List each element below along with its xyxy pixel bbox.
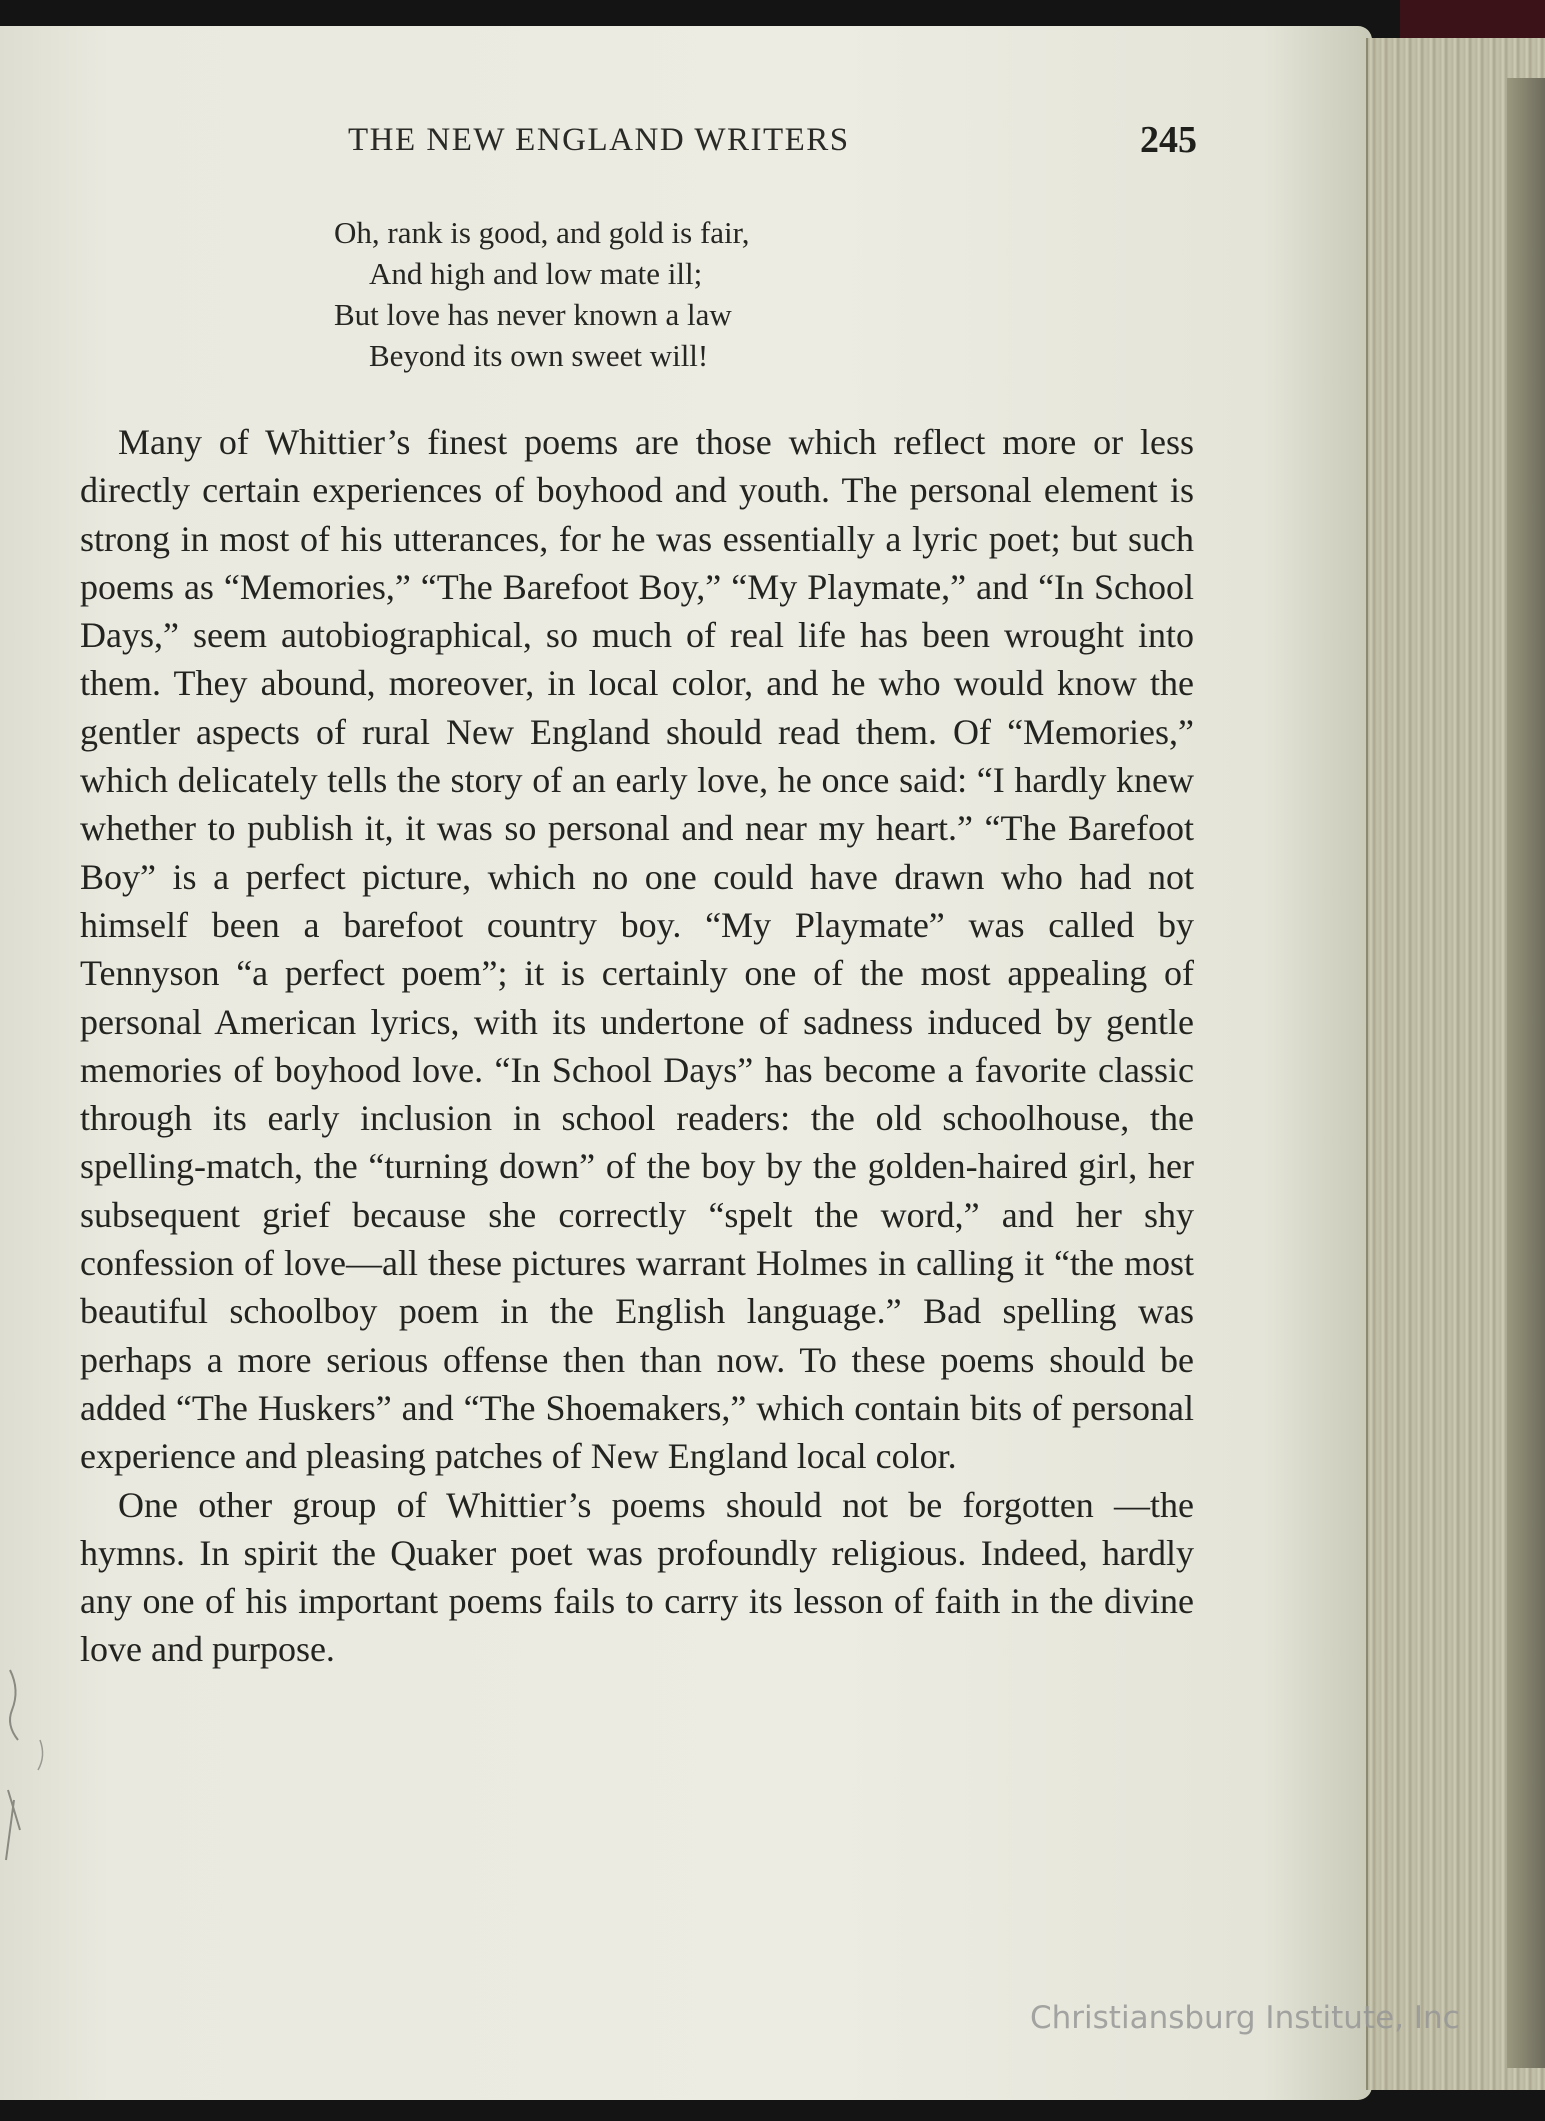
paragraph: Many of Whittier’s finest poems are those which reflect more or less directly certain experiences of boyhood and youth. The personal element is strong in most of his utterances, for he was essentially a lyric poet; but such poems as “Memories,” “The Barefoot Boy,” “My Playmate,” and “In School Days,” seem autobiographical, so much of real life has been wrought into them. They abound, moreover, in local color, and he who would know the gentler aspects of rural New England should read them. Of “Memories,” which delicately tells the story of an early love, he once said: “I hardly knew whether to publish it, it was so personal and near my heart.” “The Barefoot Boy” is a perfect picture, which no one could have drawn who had not himself been a barefoot country boy. “My Playmate” was called by Tennyson “a perfect poem”; it is certainly one of the most appealing of personal American lyrics, with its undertone of sadness induced by gentle memories of boyhood love. “In School Days” has become a favorite classic through its early inclusion in school readers: the old schoolhouse, the spelling-match, the “turning down” of the boy by the golden-haired girl, her subsequent grief because she correctly “spelt the word,” and her shy confession of love—all these pictures warrant Holmes in calling it “the most beautiful schoolboy poem in the English language.” Bad spelling was perhaps a more serious offense then than now. To these poems should be added “The Huskers” and “The Shoemakers,” which contain bits of personal experience and pleasing patches of New England local color. bbox=[80, 422, 1194, 1477]
paragraph: One other group of Whittier’s poems should not be forgotten —the hymns. In spirit the Quaker poet was profoundly religious. Indeed, hardly any one of his important poems fails to carry its lesson of faith in the divine love and purpose. bbox=[80, 1484, 1194, 1670]
page-number: 245 bbox=[1140, 119, 1197, 161]
body-text bbox=[80, 418, 1194, 1674]
margin-pencil-marks bbox=[0, 1660, 80, 1920]
poem-line: Oh, rank is good, and gold is fair, bbox=[334, 215, 750, 250]
poem-stanza bbox=[334, 212, 749, 376]
watermark-text: Christiansburg Institute, Inc bbox=[1030, 2000, 1460, 2036]
running-title: THE NEW ENGLAND WRITERS bbox=[348, 122, 850, 158]
poem-line: Beyond its own sweet will! bbox=[369, 338, 709, 373]
poem-line: But love has never known a law bbox=[334, 297, 732, 332]
page-edges bbox=[1366, 38, 1545, 2090]
poem-line: And high and low mate ill; bbox=[369, 256, 703, 291]
